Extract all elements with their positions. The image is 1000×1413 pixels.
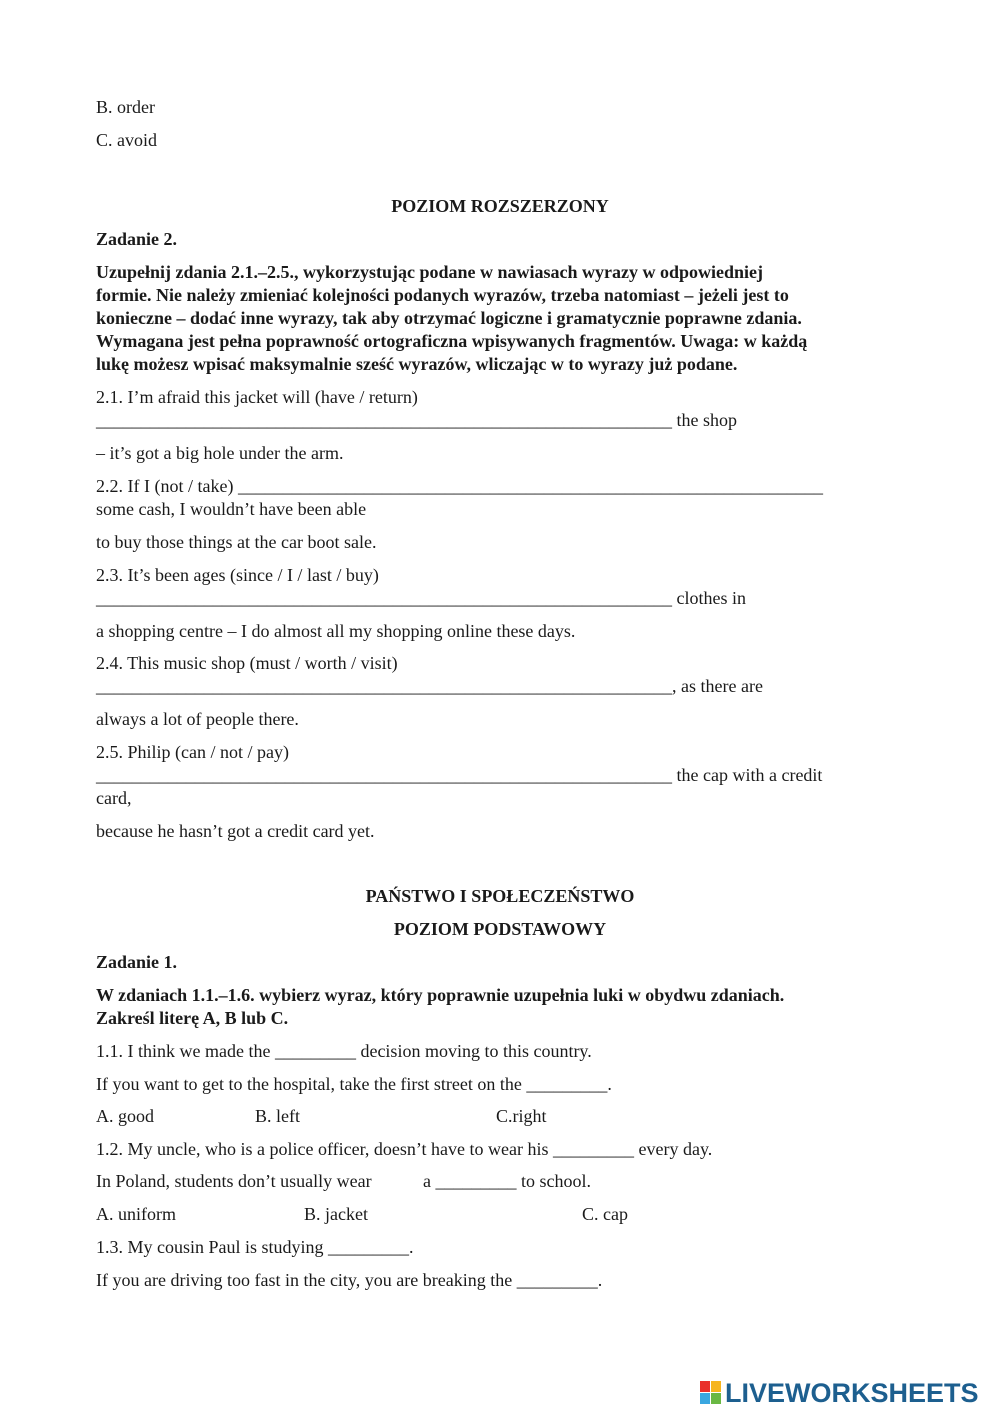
text-line-l25: because he hasn’t got a credit card yet. [96, 821, 375, 841]
text-line-l3: POZIOM ROZSZERZONY [391, 196, 609, 216]
text-line-l38: a _________ to school. [423, 1171, 591, 1191]
text-line-l39: A. uniform [96, 1204, 176, 1224]
text-line-l20: ________________________________________________________________, as there are [96, 676, 763, 696]
text-line-l22: 2.5. Philip (can / not / pay) [96, 742, 289, 762]
text-line-l35: C.right [496, 1106, 547, 1126]
text-line-l28: Zadanie 1. [96, 952, 178, 972]
text-line-l13: 2.2. If I (not / take) _________________________________________________________________ [96, 476, 823, 496]
text-line-l15: to buy those things at the car boot sale. [96, 532, 377, 552]
text-line-l36: 1.2. My uncle, who is a police officer, doesn’t have to wear his _________ every day. [96, 1139, 713, 1159]
text-line-l18: a shopping centre – I do almost all my shopping online these days. [96, 621, 576, 641]
text-line-l4: Zadanie 2. [96, 229, 178, 249]
text-line-l9: lukę możesz wpisać maksymalnie sześć wyrazów, wliczając w to wyrazy już podane. [96, 354, 738, 374]
text-line-l33: A. good [96, 1106, 154, 1126]
text-line-l40: B. jacket [304, 1204, 368, 1224]
text-line-l23: ________________________________________________________________ the cap with a credit [96, 765, 823, 785]
text-line-l19: 2.4. This music shop (must / worth / visit) [96, 653, 398, 673]
text-line-l31: 1.1. I think we made the _________ decision moving to this country. [96, 1041, 592, 1061]
text-line-l5: Uzupełnij zdania 2.1.–2.5., wykorzystując podane w nawiasach wyrazy w odpowiedniej [96, 262, 764, 282]
text-line-l41: C. cap [582, 1204, 628, 1224]
text-line-l34: B. left [255, 1106, 300, 1126]
text-line-l27: POZIOM PODSTAWOWY [393, 919, 607, 939]
text-line-l16: 2.3. It’s been ages (since / I / last / buy) [96, 565, 379, 585]
liveworksheets-logo[interactable] [700, 1378, 995, 1408]
text-line-l29: W zdaniach 1.1.–1.6. wybierz wyraz, który poprawnie uzupełnia luki w obydwu zdaniach. [96, 985, 785, 1005]
liveworksheets-logo-icon [700, 1381, 722, 1405]
text-line-l12: – it’s got a big hole under the arm. [96, 443, 344, 463]
text-line-l11: ________________________________________________________________ the shop [96, 410, 737, 430]
text-line-l42: 1.3. My cousin Paul is studying _________. [96, 1237, 414, 1257]
text-line-l26: PAŃSTWO I SPOŁECZEŃSTWO [365, 886, 635, 906]
text-line-l43: If you are driving too fast in the city, you are breaking the _________. [96, 1270, 603, 1290]
text-line-l30: Zakreśl literę A, B lub C. [96, 1008, 289, 1028]
text-line-l37: In Poland, students don’t usually wear [96, 1171, 372, 1191]
text-line-l10: 2.1. I’m afraid this jacket will (have / return) [96, 387, 418, 407]
text-line-l32: If you want to get to the hospital, take the first street on the _________. [96, 1074, 612, 1094]
text-line-l14: some cash, I wouldn’t have been able [96, 499, 367, 519]
text-line-l24: card, [96, 788, 132, 808]
text-line-l21: always a lot of people there. [96, 709, 299, 729]
liveworksheets-logo-text: LIVEWORKSHEETS [725, 1377, 979, 1408]
text-line-l6: formie. Nie należy zmieniać kolejności podanych wyrazów, trzeba natomiast – jeżeli jest to [96, 285, 789, 305]
text-line-l17: ________________________________________________________________ clothes in [96, 588, 746, 608]
text-line-l8: Wymagana jest pełna poprawność ortograficzna wpisywanych fragmentów. Uwaga: w każdą [96, 331, 808, 351]
text-line-l7: konieczne – dodać inne wyrazy, tak aby otrzymać logiczne i gramatycznie poprawne zdania. [96, 308, 802, 328]
text-line-l2: C. avoid [96, 130, 157, 150]
text-line-l1: B. order [96, 97, 155, 117]
